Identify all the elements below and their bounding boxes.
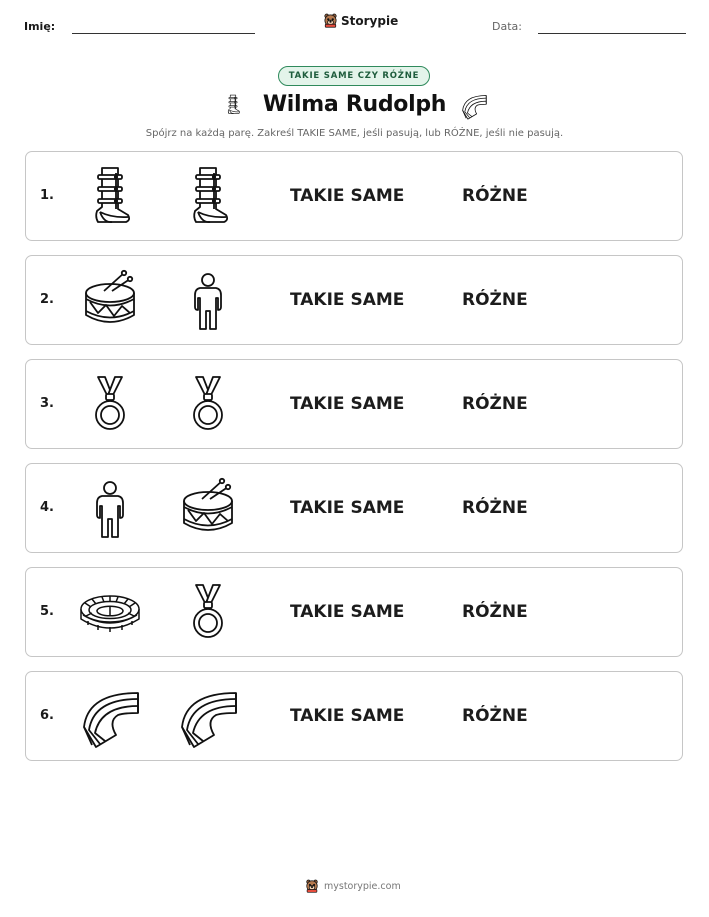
- name-label: Imię:: [24, 20, 56, 33]
- stadium-icon: [78, 581, 142, 645]
- leg-brace-icon: [176, 165, 240, 229]
- person-icon: [176, 269, 240, 333]
- track-icon: [176, 685, 240, 749]
- answer-same[interactable]: TAKIE SAME: [290, 290, 405, 310]
- storypie-bear-icon: [323, 13, 338, 28]
- answer-different[interactable]: RÓŻNE: [462, 706, 528, 726]
- question-number: 1.: [40, 188, 54, 203]
- answer-same[interactable]: TAKIE SAME: [290, 394, 405, 414]
- worksheet-type-badge: TAKIE SAME CZY RÓŻNE: [278, 66, 430, 86]
- date-field-line[interactable]: [538, 33, 686, 34]
- answer-same[interactable]: TAKIE SAME: [290, 498, 405, 518]
- answer-different[interactable]: RÓŻNE: [462, 394, 528, 414]
- question-row-1: [25, 151, 683, 241]
- worksheet-title: Wilma Rudolph: [262, 92, 447, 117]
- question-row-5: [25, 567, 683, 657]
- name-field-line[interactable]: [72, 33, 255, 34]
- date-label: Data:: [492, 20, 522, 33]
- answer-different[interactable]: RÓŻNE: [462, 602, 528, 622]
- person-icon: [78, 477, 142, 541]
- answer-same[interactable]: TAKIE SAME: [290, 186, 405, 206]
- medal-icon: [176, 581, 240, 645]
- instructions: Spójrz na każdą parę. Zakreśl TAKIE SAME, jeśli pasują, lub RÓŻNE, jeśli nie pasują.: [145, 128, 564, 139]
- footer: [305, 879, 401, 893]
- question-number: 3.: [40, 396, 54, 411]
- track-icon: [459, 92, 489, 120]
- medal-icon: [78, 373, 142, 437]
- question-number: 2.: [40, 292, 54, 307]
- brand-logo: [323, 13, 398, 28]
- question-row-3: [25, 359, 683, 449]
- answer-same[interactable]: TAKIE SAME: [290, 602, 405, 622]
- track-icon: [78, 685, 142, 749]
- question-number: 5.: [40, 604, 54, 619]
- question-number: 6.: [40, 708, 54, 723]
- answer-different[interactable]: RÓŻNE: [462, 498, 528, 518]
- question-row-4: [25, 463, 683, 553]
- drum-icon: [176, 477, 240, 541]
- brand-name: Storypie: [341, 13, 399, 28]
- leg-brace-icon: [222, 90, 244, 120]
- question-row-2: [25, 255, 683, 345]
- question-row-6: [25, 671, 683, 761]
- storypie-bear-icon: [305, 879, 319, 893]
- question-number: 4.: [40, 500, 54, 515]
- leg-brace-icon: [78, 165, 142, 229]
- footer-site[interactable]: mystorypie.com: [324, 880, 401, 892]
- medal-icon: [176, 373, 240, 437]
- answer-different[interactable]: RÓŻNE: [462, 186, 528, 206]
- answer-different[interactable]: RÓŻNE: [462, 290, 528, 310]
- drum-icon: [78, 269, 142, 333]
- answer-same[interactable]: TAKIE SAME: [290, 706, 405, 726]
